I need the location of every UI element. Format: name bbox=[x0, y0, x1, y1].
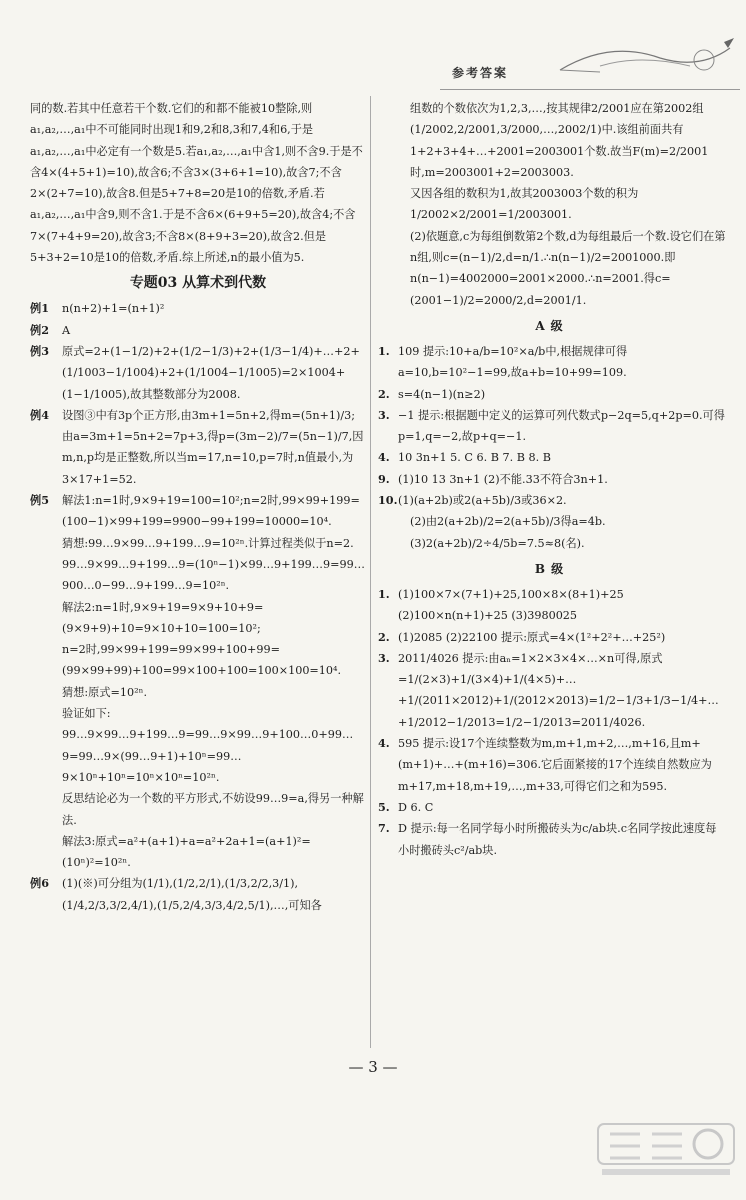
item-text: s=4(n−1)(n≥2) bbox=[398, 387, 486, 401]
item-text: 595 提示:设17个连续整数为m,m+1,m+2,…,m+16,且m+(m+1)+…+(m+16)=306.它后面紧接的17个连续自然数应为m+17,m+18,m+19,…,m+33,可得它们之和为595. bbox=[398, 737, 712, 793]
answer-item bbox=[378, 405, 726, 448]
item-number: 2. bbox=[378, 386, 390, 401]
example-label: 例3 bbox=[30, 343, 49, 358]
example-block bbox=[30, 298, 366, 319]
paragraph: 猜想:99…9×99…9+199…9=10²ⁿ.计算过程类似于n=2. bbox=[62, 536, 354, 550]
example-label: 例1 bbox=[30, 301, 49, 316]
right-column bbox=[378, 98, 726, 861]
paragraph: (2)由2(a+2b)/2=2(a+5b)/3得a=4b. bbox=[410, 515, 606, 529]
column-divider bbox=[370, 96, 371, 1048]
example-text: n(n+2)+1=(n+1)² bbox=[62, 302, 165, 316]
page-header bbox=[0, 0, 746, 96]
paragraph: 同的数.若其中任意若干个数.它们的和都不能被10整除,则a₁,a₂,…,a₁中不可能同时出现1和9,2和8,3和7,4和6,于是a₁,a₂,…,a₁中必定有一个数是5.若a₁,a₂,…,a₁中含1,则不含9.于是不含4×(4+5+1)=10),故含6;不含3×(3+6+1=10),故含7;不含2×(2+7=10),故含8.但是5+7+8=20是10的倍数,矛盾.若a₁,a₂,…,a₁中含9,则不含1.于是不含6×(6+9+5=20),故含4;不含7×(7+4+9=20),故含3;不含8×(8+9+3=20),故含2.但是5+3+2=10是10的倍数,矛盾.综上所述,n的最小值为5. bbox=[30, 102, 363, 265]
item-text: D 提示:每一名同学每小时所搬砖头为c/ab块.c名同学按此速度每小时搬砖头c²/ab块. bbox=[398, 822, 717, 857]
item-text: −1 提示:根据题中定义的运算可列代数式p−2q=5,q+2p=0.可得p=1,q=−2,故p+q=−1. bbox=[398, 408, 725, 444]
header-title: 参考答案 bbox=[452, 66, 509, 80]
example-text: 原式=2+(1−1/2)+2+(1/2−1/3)+2+(1/3−1/4)+…+2+(1/1003−1/1004)+2+(1/1004−1/1005)=2×1004+(1−1/1005),故其整数部分为2008. bbox=[62, 344, 360, 401]
answer-item bbox=[378, 341, 726, 384]
item-number: 10. bbox=[378, 493, 398, 508]
item-number: 9. bbox=[378, 471, 390, 486]
example-text: 设图③中有3p个正方形,由3m+1=5n+2,得m=(5n+1)/3;由a=3m+1=5n+2=7p+3,得p=(3m−2)/7=(5n−1)/7,因m,n,p均是正整数,所以当m=17,n=10,p=7时,n值最小,为3×17+1=52. bbox=[62, 408, 364, 486]
item-number: 5. bbox=[378, 799, 390, 814]
example-block bbox=[30, 320, 366, 341]
example-label: 例2 bbox=[30, 322, 49, 337]
paragraph: (2)依题意,c为每组倒数第2个数,d为每组最后一个数.设它们在第n组,则c=(n−1)/2,d=n/1.∴n(n−1)/2=2001000.即n(n−1)=4002000=2001×2000.∴n=2001.得c=(2001−1)/2=2000/2,d=2001/1. bbox=[410, 229, 726, 307]
watermark-logo-icon bbox=[596, 1120, 736, 1190]
item-number: 4. bbox=[378, 450, 390, 465]
example-block bbox=[30, 341, 366, 405]
example-label: 例6 bbox=[30, 876, 49, 891]
example-block bbox=[30, 405, 366, 490]
paragraph: 验证如下: bbox=[62, 707, 111, 721]
item-text: (1)(a+2b)或2(a+5b)/3或36×2. bbox=[398, 494, 567, 508]
item-text: 2011/4026 提示:由aₙ=1×2×3×4×…×n可得,原式=1/(2×3)+1/(3×4)+1/(4×5)+…+1/(2011×2012)+1/(2012×2013)=1/2−1/3+1/3−1/4+…+1/2012−1/2013=1/2−1/2013=2011/4026. bbox=[398, 651, 719, 729]
item-number: 3. bbox=[378, 650, 390, 665]
answer-item bbox=[378, 490, 726, 511]
item-text: (1)10 13 3n+1 (2)不能.33不符合3n+1. bbox=[398, 472, 608, 486]
answer-item bbox=[378, 384, 726, 405]
example-block bbox=[30, 490, 366, 533]
paragraph: 猜想:原式=10²ⁿ. bbox=[62, 685, 148, 699]
answer-item bbox=[378, 797, 726, 818]
item-number: 4. bbox=[378, 736, 390, 751]
answer-item bbox=[378, 648, 726, 733]
item-text: D 6. C bbox=[398, 800, 434, 814]
header-decoration-icon bbox=[0, 0, 746, 96]
level-heading: B级 bbox=[534, 561, 570, 576]
item-number: 2. bbox=[378, 629, 390, 644]
paragraph: 又因各组的数积为1,故其2003003个数的积为1/2002×2/2001=1/2003001. bbox=[410, 187, 639, 222]
example-label: 例4 bbox=[30, 407, 49, 422]
item-number: 7. bbox=[378, 821, 390, 836]
paragraph: 99…9×99…9+199…9=99…9×99…9+100…0+99…9=99…9×(99…9+1)+10ⁿ=99…9×10ⁿ+10ⁿ=10ⁿ×10ⁿ=10²ⁿ. bbox=[62, 728, 354, 784]
item-text: (1)100×7×(7+1)+25,100×8×(8+1)+25 (2)100×n(n+1)+25 (3)3980025 bbox=[398, 587, 624, 623]
answer-item bbox=[378, 733, 726, 797]
header-rule bbox=[440, 89, 740, 90]
item-text: (1)2085 (2)22100 提示:原式=4×(1²+2²+…+25²) bbox=[398, 630, 666, 644]
paragraph: 99…9×99…9+199…9=(10ⁿ−1)×99…9+199…9=99…900…0−99…9+199…9=10²ⁿ. bbox=[62, 557, 365, 593]
item-text: 10 3n+1 5. C 6. B 7. B 8. B bbox=[398, 451, 551, 465]
left-column bbox=[30, 98, 366, 916]
item-number: 3. bbox=[378, 407, 390, 422]
paragraph: 解法2:n=1时,9×9+19=9×9+10+9=(9×9+9)+10=9×10+10=100=10²; bbox=[62, 600, 264, 635]
item-text: 109 提示:10+a/b=10²×a/b中,根据规律可得a=10,b=10²−1=99,故a+b=10+99=109. bbox=[398, 344, 628, 380]
answer-item bbox=[378, 584, 726, 627]
example-label: 例5 bbox=[30, 493, 49, 508]
example-text: 解法1:n=1时,9×9+19=100=10²;n=2时,99×99+199=(100−1)×99+199=9900−99+199=10000=10⁴. bbox=[62, 494, 360, 529]
page-number: — 3 — bbox=[348, 1058, 398, 1076]
answer-item bbox=[378, 818, 726, 861]
paragraph: 组数的个数依次为1,2,3,…,按其规律2/2001应在第2002组(1/2002,2/2001,3/2000,…,2002/1)中.该组前面共有1+2+3+4+…+2001=2003001个数.故当F(m)=2/2001时,m=2003001+2=2003003. bbox=[410, 102, 709, 179]
example-text: A bbox=[62, 323, 71, 337]
answer-item bbox=[378, 627, 726, 648]
example-text: (1)(※)可分组为(1/1),(1/2,2/1),(1/3,2/2,3/1),(1/4,2/3,3/2,4/1),(1/5,2/4,3/3,4/2,5/1),…,可知各 bbox=[62, 877, 322, 912]
section-title: 专题03 从算术到代数 bbox=[129, 275, 267, 292]
example-block bbox=[30, 873, 366, 916]
paragraph: 解法3:原式=a²+(a+1)+a=a²+2a+1=(a+1)²=(10ⁿ)²=10²ⁿ. bbox=[62, 834, 311, 870]
item-number: 1. bbox=[378, 343, 390, 358]
answer-item bbox=[378, 469, 726, 490]
level-heading: A级 bbox=[535, 318, 569, 333]
paragraph: 反思结论必为一个数的平方形式,不妨设99…9=a,得另一种解法. bbox=[62, 792, 364, 827]
paragraph: n=2时,99×99+199=99×99+100+99=(99×99+99)+100=99×100+100=100×100=10⁴. bbox=[62, 643, 342, 678]
answer-item bbox=[378, 447, 726, 468]
item-number: 1. bbox=[378, 586, 390, 601]
paragraph: (3)2(a+2b)/2÷4/5b=7.5≈8(名). bbox=[410, 536, 585, 550]
